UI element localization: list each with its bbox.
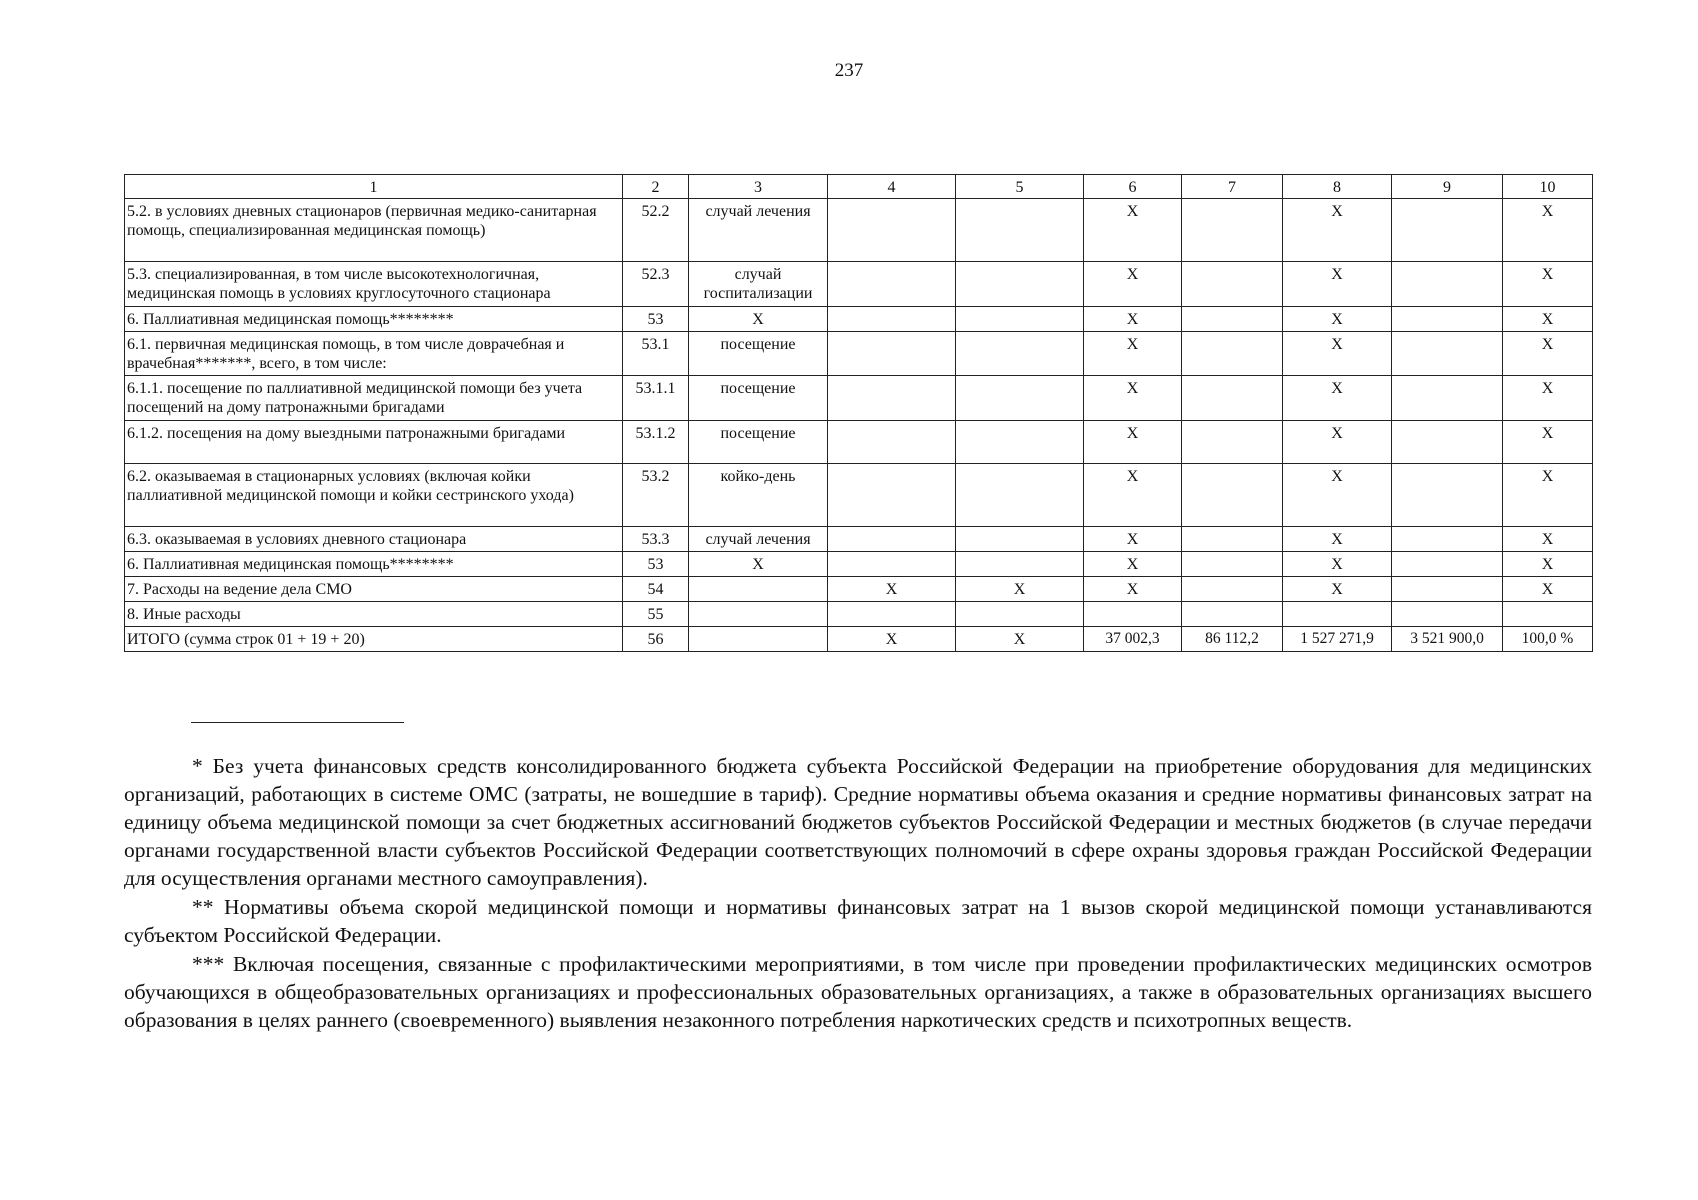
table-cell — [1392, 551, 1503, 576]
header-cell: 10 — [1503, 175, 1593, 199]
table-cell — [828, 526, 956, 551]
table-cell: 7. Расходы на ведение дела СМО — [125, 576, 623, 601]
table-cell: 3 521 900,0 — [1392, 627, 1503, 652]
table-cell — [1182, 262, 1283, 306]
table-cell — [956, 420, 1084, 463]
table-cell: X — [689, 551, 828, 576]
table-cell — [1182, 551, 1283, 576]
table-cell: X — [1084, 199, 1182, 262]
table-row — [125, 262, 1593, 306]
table-cell — [828, 199, 956, 262]
table-cell: X — [1503, 376, 1593, 420]
table-cell: 53 — [623, 551, 689, 576]
table-cell: 6. Паллиативная медицинская помощь******** — [125, 551, 623, 576]
footnote: ** Нормативы объема скорой медицинской помощи и нормативы финансовых затрат на 1 вызов скорой медицинской помощи устанавливаются субъектом Российской Федерации. — [124, 895, 1592, 947]
table-cell — [1283, 602, 1392, 627]
table-cell — [1182, 376, 1283, 420]
table-cell: X — [1084, 576, 1182, 601]
table-cell: 6.1.1. посещение по паллиативной медицинской помощи без учета посещений на дому патронажными бригадами — [125, 376, 623, 420]
table-cell: 6.3. оказываемая в условиях дневного стационара — [125, 526, 623, 551]
table-row — [125, 627, 1593, 652]
header-cell: 3 — [689, 175, 828, 199]
table-cell: 53.1.1 — [623, 376, 689, 420]
table-cell: X — [1084, 526, 1182, 551]
table-cell: 5.2. в условиях дневных стационаров (первичная медико-санитарная помощь, специализированная медицинская помощь) — [125, 199, 623, 262]
table-cell: X — [1283, 331, 1392, 375]
table-cell: X — [1283, 199, 1392, 262]
table-cell — [956, 551, 1084, 576]
table-cell: ИТОГО (сумма строк 01 + 19 + 20) — [125, 627, 623, 652]
table-cell: X — [1084, 463, 1182, 526]
table-cell: 5.3. специализированная, в том числе высокотехнологичная, медицинская помощь в условиях круглосуточного стационара — [125, 262, 623, 306]
table-cell: случай лечения — [689, 526, 828, 551]
table-cell: X — [1283, 262, 1392, 306]
table-row — [125, 551, 1593, 576]
footnote: *** Включая посещения, связанные с профилактическими мероприятиями, в том числе при проведении профилактических медицинских осмотров обучающихся в общеобразовательных организациях и профессиональных образовательных организациях, а также в образовательных организациях высшего образования в целях раннего (своевременного) выявления незаконного потребления наркотических средств и психотропных веществ. — [124, 952, 1592, 1032]
table-cell: X — [1503, 199, 1593, 262]
table-row — [125, 199, 1593, 262]
table-cell — [956, 376, 1084, 420]
table-cell: X — [1283, 463, 1392, 526]
footnotes — [124, 752, 1592, 1035]
table-cell — [1392, 420, 1503, 463]
table-cell: X — [1503, 463, 1593, 526]
table-row — [125, 576, 1593, 601]
table-cell: X — [1503, 331, 1593, 375]
table-cell — [828, 551, 956, 576]
header-cell: 7 — [1182, 175, 1283, 199]
table-row — [125, 376, 1593, 420]
table-cell — [689, 576, 828, 601]
table-header-row — [125, 175, 1593, 199]
table-cell: 37 002,3 — [1084, 627, 1182, 652]
table-row — [125, 331, 1593, 375]
table-cell: 100,0 % — [1503, 627, 1593, 652]
data-table — [124, 174, 1593, 652]
header-cell: 6 — [1084, 175, 1182, 199]
table-cell: X — [1283, 526, 1392, 551]
table-cell: X — [1283, 420, 1392, 463]
table-cell: посещение — [689, 331, 828, 375]
table-cell: 56 — [623, 627, 689, 652]
table-cell — [956, 602, 1084, 627]
table-cell: 1 527 271,9 — [1283, 627, 1392, 652]
table-cell: X — [1503, 262, 1593, 306]
table-body — [125, 175, 1593, 652]
table-cell — [1182, 463, 1283, 526]
table-cell: X — [1084, 551, 1182, 576]
table-row — [125, 420, 1593, 463]
table-cell: койко-день — [689, 463, 828, 526]
table-cell: X — [828, 576, 956, 601]
table-cell: 52.2 — [623, 199, 689, 262]
table-cell: X — [1503, 420, 1593, 463]
table-cell — [1503, 602, 1593, 627]
table-cell — [1182, 420, 1283, 463]
table-cell — [1182, 331, 1283, 375]
table-cell — [689, 602, 828, 627]
table-cell — [1182, 199, 1283, 262]
table-cell: 6.2. оказываемая в стационарных условиях (включая койки паллиативной медицинской помощи и койки сестринского ухода) — [125, 463, 623, 526]
header-cell: 1 — [125, 175, 623, 199]
header-cell: 8 — [1283, 175, 1392, 199]
footnote: * Без учета финансовых средств консолидированного бюджета субъекта Российской Федерации на приобретение оборудования для медицинских организаций, работающих в системе ОМС (затраты, не вошедшие в тариф). Средние нормативы объема оказания и средние нормативы финансовых затрат на единицу объема медицинской помощи за счет бюджетных ассигнований бюджетов субъектов Российской Федерации и местных бюджетов (в случае передачи органами государственной власти субъектов Российской Федерации соответствующих полномочий в сфере охраны здоровья граждан Российской Федерации для осуществления органами местного самоуправления). — [124, 754, 1592, 890]
table-cell — [828, 306, 956, 331]
table-cell: X — [1503, 526, 1593, 551]
table-cell: X — [956, 627, 1084, 652]
table-cell: 55 — [623, 602, 689, 627]
table-cell — [956, 331, 1084, 375]
table-cell: 8. Иные расходы — [125, 602, 623, 627]
table-cell: 53.1.2 — [623, 420, 689, 463]
page-number: 237 — [834, 60, 864, 81]
table-cell: X — [1503, 551, 1593, 576]
table-cell — [1392, 262, 1503, 306]
table-cell — [1392, 199, 1503, 262]
table-cell — [828, 602, 956, 627]
table-cell — [1392, 331, 1503, 375]
header-cell: 5 — [956, 175, 1084, 199]
table-cell — [1392, 526, 1503, 551]
table-cell — [956, 463, 1084, 526]
table-cell: X — [1283, 306, 1392, 331]
table-cell — [1182, 526, 1283, 551]
table-cell: X — [1503, 576, 1593, 601]
table-cell: 53.3 — [623, 526, 689, 551]
table-cell: 54 — [623, 576, 689, 601]
table-cell: X — [1503, 306, 1593, 331]
table-cell — [1182, 602, 1283, 627]
table-row — [125, 526, 1593, 551]
table-cell — [828, 376, 956, 420]
table-cell — [828, 463, 956, 526]
table-cell: 6.1. первичная медицинская помощь, в том числе доврачебная и врачебная*******, всего, в том числе: — [125, 331, 623, 375]
table-cell — [828, 420, 956, 463]
table-cell: X — [956, 576, 1084, 601]
table-cell: 6. Паллиативная медицинская помощь******** — [125, 306, 623, 331]
table-cell — [828, 331, 956, 375]
table-cell — [1392, 576, 1503, 601]
table-cell: X — [689, 306, 828, 331]
header-cell: 2 — [623, 175, 689, 199]
table-row — [125, 463, 1593, 526]
table-cell: посещение — [689, 420, 828, 463]
table-cell — [1392, 463, 1503, 526]
table-cell — [689, 627, 828, 652]
footnote-divider — [191, 722, 404, 723]
table-cell: случай лечения — [689, 199, 828, 262]
table-row — [125, 602, 1593, 627]
table-cell — [956, 199, 1084, 262]
table-cell: 52.3 — [623, 262, 689, 306]
table-cell: 53 — [623, 306, 689, 331]
table-cell — [1392, 376, 1503, 420]
table-row — [125, 306, 1593, 331]
table-cell: 86 112,2 — [1182, 627, 1283, 652]
table-cell — [1392, 602, 1503, 627]
header-cell: 9 — [1392, 175, 1503, 199]
table-cell: X — [828, 627, 956, 652]
table-cell: X — [1084, 306, 1182, 331]
table-cell: X — [1283, 376, 1392, 420]
table-cell: X — [1084, 331, 1182, 375]
table-cell: 6.1.2. посещения на дому выездными патронажными бригадами — [125, 420, 623, 463]
table-cell: X — [1283, 551, 1392, 576]
table-cell — [1182, 306, 1283, 331]
table-cell: 53.1 — [623, 331, 689, 375]
table-cell: случай госпитализации — [689, 262, 828, 306]
table-cell — [1392, 306, 1503, 331]
table-cell — [1182, 576, 1283, 601]
table-cell: посещение — [689, 376, 828, 420]
table-cell: X — [1283, 576, 1392, 601]
table-cell: X — [1084, 420, 1182, 463]
table-cell: X — [1084, 376, 1182, 420]
table-cell: X — [1084, 262, 1182, 306]
table-cell — [956, 526, 1084, 551]
table-cell — [956, 306, 1084, 331]
table-cell: 53.2 — [623, 463, 689, 526]
header-cell: 4 — [828, 175, 956, 199]
table-cell — [828, 262, 956, 306]
table-cell — [956, 262, 1084, 306]
table-cell — [1084, 602, 1182, 627]
